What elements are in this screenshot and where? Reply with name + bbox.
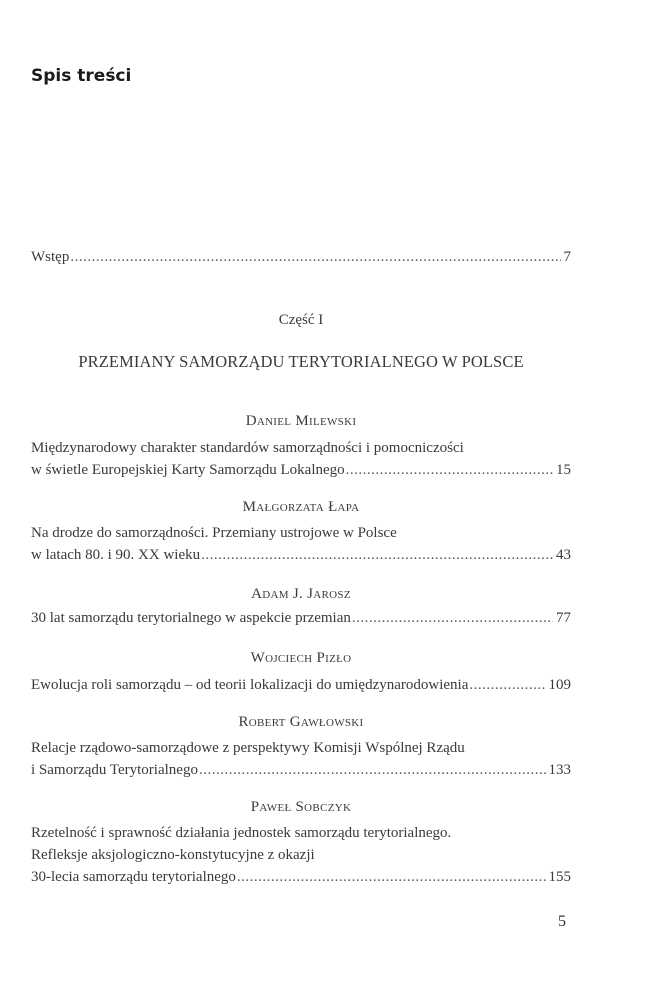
chapter-author: Paweł Sobczyk: [250, 799, 352, 815]
toc-entry-line: Na drodze do samorządności. Przemiany ustrojowe w Polsce: [31, 525, 397, 541]
toc-entry-line: [31, 459, 571, 481]
dot-leader: [201, 544, 553, 566]
toc-entry-line: Międzynarodowy charakter standardów samorządności i pomocniczości: [31, 440, 464, 456]
toc-entry-line: [31, 246, 571, 268]
toc-entry-line: Relacje rządowo-samorządowe z perspektywy Komisji Wspólnej Rządu: [31, 740, 465, 756]
toc-entry-chapter-6: [31, 822, 571, 888]
part-label: Część I: [278, 312, 324, 328]
toc-entry-line: Rzetelność i sprawność działania jednostek samorządu terytorialnego.: [31, 825, 452, 841]
chapter-author: Robert Gawłowski: [238, 714, 364, 730]
toc-entry-chapter-3: [31, 607, 571, 629]
toc-entry-title: 30-lecia samorządu terytorialnego: [31, 869, 236, 885]
chapter-author: Małgorzata Łapa: [242, 499, 360, 515]
dot-leader: [70, 246, 560, 268]
toc-entry-chapter-1: [31, 437, 571, 481]
toc-entry-line: [31, 544, 571, 566]
chapter-author: Wojciech Pizło: [250, 650, 352, 666]
toc-page-number: 77: [556, 610, 571, 626]
dot-leader: [346, 459, 553, 481]
toc-page-number: 43: [556, 547, 571, 563]
dot-leader: [469, 674, 545, 696]
toc-entry-title: Wstęp: [31, 249, 70, 265]
chapter-author: Daniel Milewski: [245, 413, 357, 429]
toc-entry-line: [31, 759, 571, 781]
toc-page-number: 155: [548, 869, 571, 885]
toc-page-number: 15: [556, 462, 571, 478]
chapter-author: Adam J. Jarosz: [251, 586, 351, 602]
toc-entry-title: Ewolucja roli samorządu – od teorii lokalizacji do umiędzynarodowienia: [31, 677, 469, 693]
toc-entry-line: [31, 607, 571, 629]
dot-leader: [352, 607, 553, 629]
toc-page-number: 7: [563, 249, 571, 265]
toc-entry-title: w latach 80. i 90. XX wieku: [31, 547, 201, 563]
page-title: Spis treści: [31, 66, 132, 86]
toc-entry-title: w świetle Europejskiej Karty Samorządu Lokalnego: [31, 462, 345, 478]
toc-page-number: 133: [548, 762, 571, 778]
toc-entry-chapter-2: [31, 522, 571, 566]
toc-entry-chapter-4: [31, 674, 571, 696]
toc-entry-line: Refleksje aksjologiczno-konstytucyjne z okazji: [31, 847, 315, 863]
dot-leader: [199, 759, 546, 781]
toc-entry-chapter-5: [31, 737, 571, 781]
dot-leader: [237, 866, 546, 888]
toc-entry-line: [31, 674, 571, 696]
toc-entry-intro: [31, 246, 571, 268]
toc-entry-title: i Samorządu Terytorialnego: [31, 762, 198, 778]
page-number: 5: [558, 913, 566, 930]
part-title: PRZEMIANY SAMORZĄDU TERYTORIALNEGO W POLSCE: [78, 352, 524, 371]
toc-entry-line: [31, 866, 571, 888]
toc-entry-title: 30 lat samorządu terytorialnego w aspekcie przemian: [31, 610, 351, 626]
toc-page-number: 109: [548, 677, 571, 693]
